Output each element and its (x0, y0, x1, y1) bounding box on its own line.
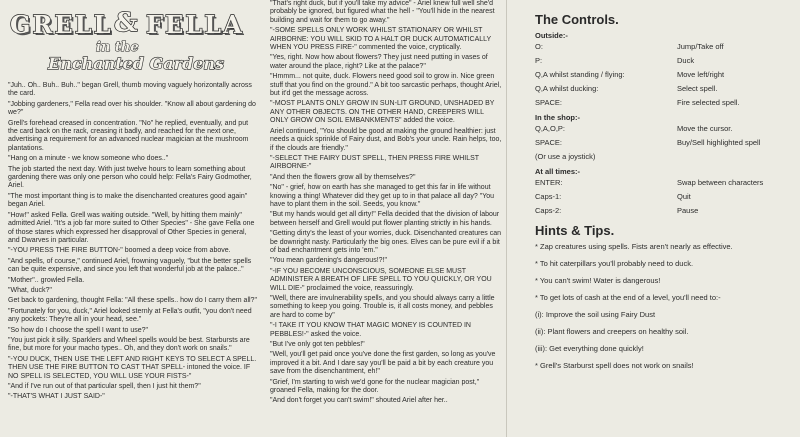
control-row (535, 139, 800, 147)
game-logo (4, 4, 254, 82)
hint-item: (ii): Plant flowers and creepers on healthy soil. (535, 327, 689, 336)
control-row (535, 71, 800, 79)
story-paragraph: "That's right duck, but if you'll take my advice" - Ariel knew full well she'd probably be ignored, but figured what the hell - "You'll hide in the nearest building and wait for them to go away." (270, 0, 495, 24)
shop-controls-list (509, 125, 800, 161)
control-action: Buy/Sell highlighted spell (677, 138, 761, 147)
control-key: P: (535, 56, 543, 65)
story-paragraph: "You mean gardening's dangerous!?!" (270, 257, 387, 265)
story-column-middle (266, 0, 507, 437)
hint-item: * Zap creatures using spells. Fists aren't nearly as effective. (535, 242, 733, 251)
story-paragraph: "Mother".. growled Fella. (8, 276, 85, 284)
story-paragraph: "But I've only got ten pebbles!" (270, 341, 365, 349)
control-key: SPACE: (535, 98, 562, 107)
control-action: Pause (677, 206, 699, 215)
story-paragraph: "And then the flowers grow all by themselves?" (270, 173, 416, 181)
story-paragraph: "Hmmm... not quite, duck. Flowers need good soil to grow in. Nice green stuff that you find on the ground." A bit too sarcastic perhaps, thought Ariel, but it'd get the message across. (270, 73, 502, 98)
control-key: Q,A whilst standing / flying: (535, 70, 625, 79)
story-paragraph: "And if I've run out of that particular spell, then I just hit them?" (8, 383, 201, 390)
story-paragraph: "Well, you'll get paid once you've done the first garden, so long as you've improved it a bit. And I dare say you'll be paid a bit by each creature you save from the disenchantment, eh!" (270, 351, 496, 376)
story-paragraph: "-SELECT THE FAIRY DUST SPELL, THEN PRESS FIRE WHILST AIRBORNE-" (270, 154, 479, 171)
control-action: Select spell. (677, 84, 718, 93)
control-row (535, 153, 800, 161)
control-row (535, 179, 800, 187)
story-paragraph: The job started the next day. With just twelve hours to learn something about gardening there was only one person who could help: Fella's Fairy Godmother, Ariel. (8, 165, 252, 190)
control-row (535, 43, 800, 51)
story-paragraph: "And don't forget you can't swim!" shouted Ariel after her.. (270, 397, 448, 405)
control-action: Move the cursor. (677, 124, 733, 133)
logo-subtitle-gardens: Enchanted Gardens (48, 54, 224, 73)
controls-column (509, 0, 800, 437)
control-action (677, 153, 800, 161)
story-paragraph: "-YOU PRESS THE FIRE BUTTON-" boomed a deep voice from above. (8, 247, 231, 255)
control-row (535, 99, 800, 107)
story-paragraph: "Juh.. Oh.. Buh.. Buh.." began Grell, thumb moving vaguely horizontally across the card. (8, 82, 252, 98)
hints-list (509, 242, 800, 370)
story-paragraph: "Fortunately for you, duck," Ariel looked sternly at Fella's outfit, "you don't need any pockets: They're all in your head, see." (8, 307, 252, 324)
story-paragraph: "-THAT'S WHAT I JUST SAID-" (8, 393, 105, 401)
hint-item: * Grell's Starburst spell does not work on snails! (535, 361, 694, 370)
story-paragraph: "What, duck?" (8, 286, 52, 294)
control-key: Caps-1: (535, 192, 562, 201)
control-row (535, 207, 800, 215)
shop-label: In the shop:- (535, 113, 580, 122)
control-key: ENTER: (535, 178, 563, 187)
story-paragraph: Grell's forehead creased in concentration. "No" he replied, eventually, and put the card back on the rack, creasing it badly, and reached for the next one, advertising a requirement for an advanced nuclear magician at the mushroom plantations. (8, 119, 249, 152)
story-paragraph: "Jobbing gardeners," Fella read over his shoulder. "Know all about gardening do we?" (8, 100, 256, 117)
story-paragraph: "-MOST PLANTS ONLY GROW IN SUN-LIT GROUND, UNSHADED BY ANY OTHER OBJECTS. ON THE OTHER HAND, CREEPERS WILL ONLY GROW ON SOIL EMBANKMENTS" added the voice. (270, 100, 495, 125)
control-action: Jump/Take off (677, 42, 724, 51)
control-action: Quit (677, 192, 691, 201)
control-action: Swap between characters (677, 178, 764, 187)
story-paragraph: Ariel continued, "You should be good at making the ground healthier: just needs a quick sprinkle of Fairy dust, and Bob's your uncle. Rain helps, too, if the clouds are friendly." (270, 127, 502, 152)
logo-word-grell: GRELL (10, 10, 113, 39)
hint-item: (i): Improve the soil using Fairy Dust (535, 310, 656, 319)
story-paragraph: "You just pick it silly. Sparklers and Wheel spells would be best. Starbursts are fine, but more for your macho types.. Oh, and they don't work on snails." (8, 336, 250, 353)
outside-label: Outside:- (535, 31, 568, 40)
story-text-left (0, 82, 262, 402)
control-row (535, 193, 800, 201)
story-column-left (0, 0, 262, 437)
story-paragraph: "The most important thing is to make the disenchanted creatures good again" began Ariel. (8, 192, 248, 209)
always-label: At all times:- (535, 167, 581, 176)
always-controls-list (509, 179, 800, 215)
control-action: Duck (677, 56, 695, 65)
control-key: Caps-2: (535, 206, 562, 215)
control-key: Q,A whilst ducking: (535, 84, 599, 93)
story-paragraph: "-SOME SPELLS ONLY WORK WHILST STATIONARY OR WHILST AIRBORNE: YOU WILL SKID TO A HALT OR DUCK AUTOMATICALLY WHEN YOU PRESS FIRE-" commented the voice, cryptically. (270, 27, 492, 52)
control-row (535, 85, 800, 93)
hint-item: * To hit caterpillars you'll probably need to duck. (535, 259, 694, 268)
control-row (535, 125, 800, 133)
story-paragraph: "Getting dirty's the least of your worries, duck. Disenchanted creatures can be downright nasty. Particularly the big ones. Elves can be pure evil if a bit of bad enchantment gets into 'em." (270, 230, 502, 254)
controls-heading: The Controls. (535, 12, 619, 27)
outside-controls-list (509, 43, 800, 107)
hint-item: (iii): Get everything done quickly! (535, 344, 644, 353)
logo-subtitle-in-the: in the (96, 40, 139, 55)
story-paragraph: "Grief, I'm starting to wish we'd gone for the nuclear magician post," groaned Fella, making for the door. (270, 378, 480, 395)
control-action: Fire selected spell. (677, 98, 740, 107)
story-paragraph: "But my hands would get all dirty!" Fella decided that the division of labour between herself and Grell would put flower planting strictly in his hands. (270, 211, 500, 227)
story-paragraph: "And spells, of course," continued Ariel, frowning vaguely, "but the better spells can be quite expensive, and since you left that wonderful job at the palace.." (8, 257, 252, 274)
story-paragraph: "How!" asked Fella. Grell was waiting outside. "Well, by hitting them mainly" admitted Ariel. "It's a job far more suited to Other Species" - She gave Fella one of those stares which expressed her disapproval of Other Species in general, and Dwarves in particular. (8, 211, 255, 244)
story-paragraph: "Yes, right. Now how about flowers? They just need putting in vases of water around the place, right? Like at the palace?" (270, 54, 488, 70)
story-paragraph: "Well, there are invulnerability spells, and you should always carry a little something to keep you going. Trouble is, it all costs money, and pebbles are hard to come by" (270, 295, 495, 319)
control-key: O: (535, 42, 543, 51)
story-paragraph: "No" - grief, how on earth has she managed to get this far in life without knowing a thing! Whatever did they get up to in that palace all day? "You have to plant them in the soil. Seeds, you know." (270, 184, 495, 208)
story-paragraph: "-YOU DUCK, THEN USE THE LEFT AND RIGHT KEYS TO SELECT A SPELL. THEN USE THE FIRE BUTTON TO CAST THAT SPELL- intoned the voice. IF NO SPELL IS SELECTED, YOU WILL USE YOUR FISTS-" (8, 355, 257, 380)
control-key: (Or use a joystick) (535, 152, 596, 161)
hint-item: * You can't swim! Water is dangerous! (535, 276, 661, 285)
logo-ampersand: & (114, 8, 138, 38)
story-paragraph: "-I TAKE IT YOU KNOW THAT MAGIC MONEY IS COUNTED IN PEBBLES!-" asked the voice. (270, 322, 471, 338)
story-paragraph: "Hang on a minute - we know someone who does.." (8, 155, 169, 163)
control-row (535, 57, 800, 65)
story-paragraph: "-IF YOU BECOME UNCONSCIOUS, SOMEONE ELSE MUST ADMINISTER A BREATH OF LIFE SPELL TO YOU QUICKLY, OR YOU WILL DIE-" proclaimed the voice, reassuringly. (270, 267, 492, 292)
control-key: SPACE: (535, 138, 562, 147)
story-paragraph: "So how do I choose the spell I want to use?" (8, 326, 148, 334)
hint-item: * To get lots of cash at the end of a level, you'll need to:- (535, 293, 721, 302)
control-action: Move left/right (677, 70, 725, 79)
story-text-middle (266, 0, 506, 406)
hints-heading: Hints & Tips. (535, 223, 615, 238)
logo-word-fella: FELLA (146, 10, 244, 39)
control-key: Q,A,O,P: (535, 124, 566, 133)
story-paragraph: Get back to gardening, thought Fella: "All these spells.. how do I carry them all?" (8, 297, 257, 305)
